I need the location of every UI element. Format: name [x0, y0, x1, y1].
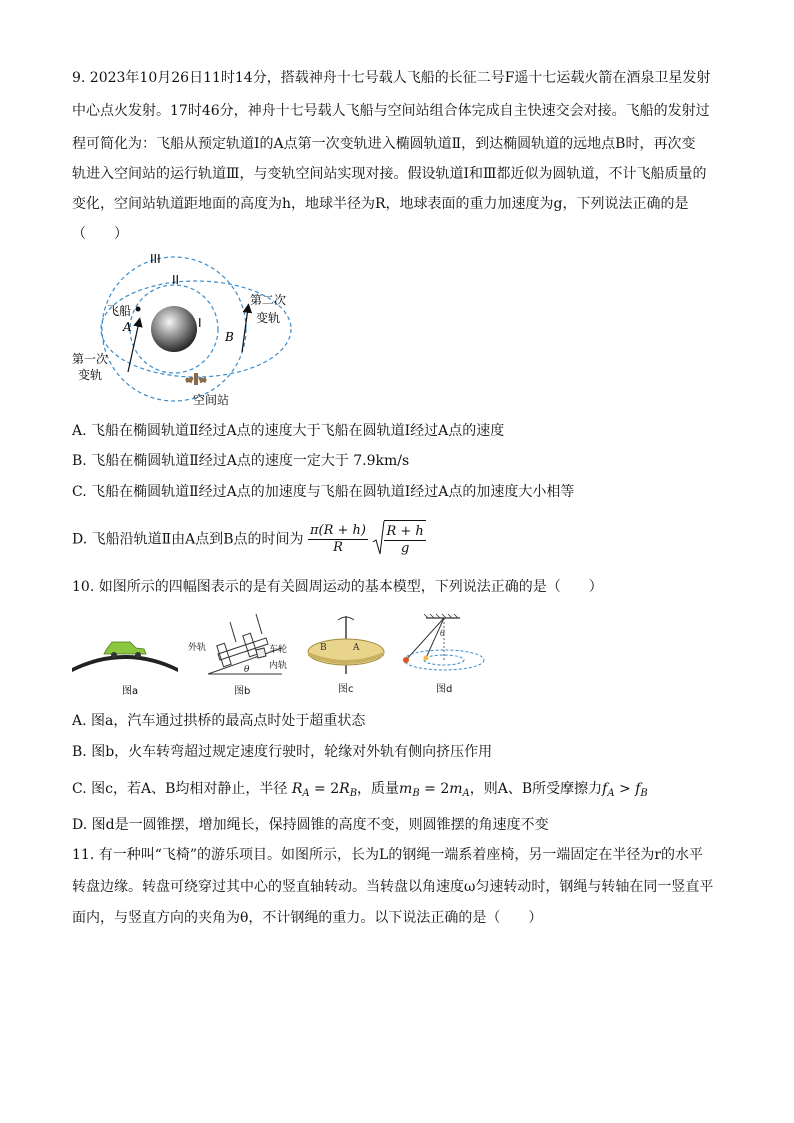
figure-c-turntable — [308, 616, 384, 695]
first-change-label-1: 第一次 — [72, 352, 109, 366]
q9-line-1: 9. 2023年10月26日11时14分，搭载神舟十七号载人飞船的长征二号F遥十七运载火箭在酒泉卫星发射 — [72, 70, 711, 86]
q11-line-2: 转盘边缘。转盘可绕穿过其中心的竖直轴转动。当转盘以角速度ω匀速转动时，钢绳与转轴在同一竖直平 — [72, 879, 714, 895]
orbit-figure — [68, 252, 287, 412]
figure-b-theta-label: θ — [244, 665, 250, 675]
figure-d-pendulum — [403, 614, 484, 695]
figure-b-caption: 图b — [234, 686, 251, 697]
figure-b-inner-rail-label: 内轨 — [269, 661, 288, 671]
figure-a-caption: 图a — [122, 686, 139, 697]
q10-option-c-radius-b-sub: B — [349, 788, 358, 799]
q10-option-c-text: C. 图c，若A、B均相对静止，半径 — [72, 781, 288, 797]
figure-b-outer-rail-label: 外轨 — [188, 643, 207, 653]
q9-option-d-radicand-num: R + h — [386, 523, 424, 539]
q10-option-c-friction-b-sub: B — [640, 788, 648, 799]
q9-line-2: 中心点火发射。17时46分，神舟十七号载人飞船与空间站组合体完成自主快速交会对接。飞船的发射过 — [72, 103, 710, 119]
q9-option-d-sqrt — [372, 520, 425, 559]
q10-option-c-equals-2: = 2 — [419, 781, 450, 797]
q9-option-d-numerator: π(R + h) — [310, 523, 367, 538]
point-b-label: B — [225, 330, 234, 344]
q9-option-d-text: D. 飞船沿轨道Ⅱ由A点到B点的时间为 — [72, 531, 304, 548]
ship-label: 飞船 — [107, 304, 132, 318]
point-a-label: A — [123, 320, 132, 334]
ship-dot — [136, 307, 141, 312]
q10-option-c-mass-b-sub: B — [412, 788, 420, 799]
station-label: 空间站 — [193, 393, 230, 407]
q10-option-c-radius-a-sub: A — [302, 788, 310, 799]
orbit-2-label: II — [172, 273, 180, 287]
station-icon — [185, 373, 207, 385]
figure-c-caption: 图c — [338, 684, 354, 695]
q9-option-a: A. 飞船在椭圆轨道Ⅱ经过A点的速度大于飞船在圆轨道Ⅰ经过A点的速度 — [72, 423, 505, 439]
figure-b-railway — [188, 614, 287, 697]
second-change-label-1: 第二次 — [250, 293, 287, 307]
figure-c-point-b-label: B — [320, 643, 327, 653]
q9-option-d-radicand — [384, 524, 425, 557]
q9-option-d-fraction — [308, 523, 368, 556]
figure-d-theta-label: θ — [440, 629, 445, 638]
q10-option-c-mass-a: m — [449, 781, 463, 797]
q10-option-c-greater: > — [614, 781, 636, 797]
q9-option-d-denominator: R — [333, 540, 343, 555]
q9-option-d — [72, 520, 426, 559]
figure-b-wheel-label: 车轮 — [269, 645, 288, 655]
orbit-1-label: I — [198, 316, 202, 330]
q10-option-c-mass-a-sub: A — [462, 788, 470, 799]
q10-option-d: D. 图d是一圆锥摆，增加绳长，保持圆锥的高度不变，则圆锥摆的角速度不变 — [72, 817, 549, 833]
q10-option-b: B. 图b，火车转弯超过规定速度行驶时，轮缘对外轨有侧向挤压作用 — [72, 744, 493, 760]
q10-option-c-friction-b: f — [635, 781, 641, 797]
figure-d-caption: 图d — [436, 684, 453, 695]
q10-option-c-friction-a: f — [602, 781, 608, 797]
q11-line-3: 面内，与竖直方向的夹角为θ，不计钢绳的重力。以下说法正确的是（ ） — [72, 910, 543, 926]
q10-stem: 10. 如图所示的四幅图表示的是有关圆周运动的基本模型，下列说法正确的是（ ） — [72, 579, 603, 595]
q10-option-c-radius-a: R — [291, 781, 303, 797]
q9-option-b: B. 飞船在椭圆轨道Ⅱ经过A点的速度一定大于 7.9km/s — [72, 453, 410, 469]
q10-option-a: A. 图a，汽车通过拱桥的最高点时处于超重状态 — [72, 713, 366, 729]
q9-line-3: 程可简化为：飞船从预定轨道Ⅰ的A点第一次变轨进入椭圆轨道Ⅱ，到达椭圆轨道的远地点B时，再次变 — [72, 136, 696, 152]
q10-option-c-friction-a-sub: A — [607, 788, 615, 799]
q9-line-4: 轨进入空间站的运行轨道Ⅲ，与变轨空间站实现对接。假设轨道Ⅰ和Ⅲ都近似为圆轨道，不计飞船质量的 — [72, 166, 707, 182]
q9-option-d-radicand-den: g — [400, 540, 410, 556]
q10-option-c-mass-b: m — [399, 781, 413, 797]
q9-line-6: （ ） — [72, 226, 128, 242]
figure-c-point-a-label: A — [353, 643, 360, 653]
earth-sphere — [151, 306, 197, 352]
sqrt-sign-icon — [372, 520, 385, 556]
figure-a-car-bridge — [72, 642, 178, 697]
second-change-label-2: 变轨 — [256, 311, 281, 325]
q9-option-c: C. 飞船在椭圆轨道Ⅱ经过A点的加速度与飞船在圆轨道Ⅰ经过A点的加速度大小相等 — [72, 484, 575, 500]
q10-option-c-tail: ，则A、B所受摩擦力 — [469, 781, 603, 797]
circular-motion-figures — [70, 612, 500, 700]
orbit-3-label: III — [150, 252, 161, 266]
q9-line-5: 变化，空间站轨道距地面的高度为h，地球半径为R，地球表面的重力加速度为g，下列说法正确的是 — [72, 196, 689, 212]
q10-option-c-equals-1: = 2 — [309, 781, 340, 797]
q10-option-c-radius-b: R — [339, 781, 350, 797]
q11-line-1: 11. 有一种叫“飞椅”的游乐项目。如图所示，长为L的钢绳一端系着座椅，另一端固定在半径为r的水平 — [72, 847, 704, 863]
q10-option-c — [72, 779, 648, 804]
first-change-label-2: 变轨 — [78, 368, 103, 382]
q10-option-c-mass-label: ，质量 — [357, 781, 400, 797]
